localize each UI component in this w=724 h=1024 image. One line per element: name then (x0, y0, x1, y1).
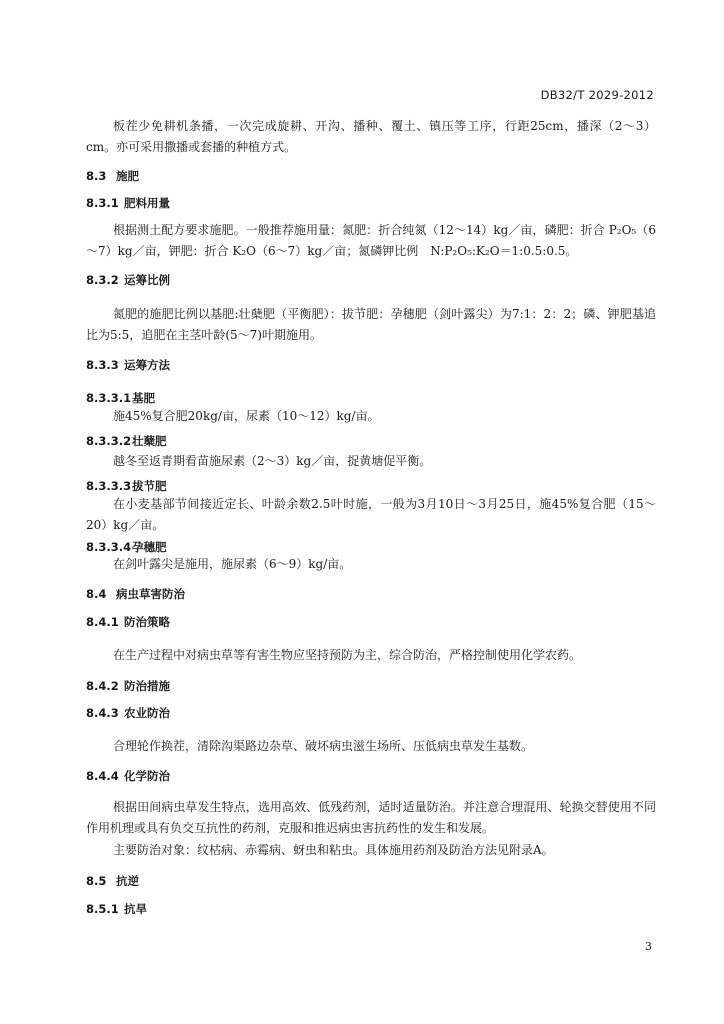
heading-number: 8.3.3 (86, 358, 119, 372)
heading-8-3-3-2 (86, 431, 656, 452)
heading-number: 8.3 (86, 169, 107, 183)
paragraph-jointing-fertilizer: 在小麦基部节间接近定长、叶龄余数2.5叶时施，一般为3月10日～3月25日，施45%复合肥（15～20）kg／亩。 (86, 497, 656, 532)
heading-8-5-1 (86, 899, 656, 920)
paragraph-base-fertilizer: 施45%复合肥20kg/亩，尿素（10～12）kg/亩。 (113, 409, 380, 423)
heading-number: 8.3.3.2 (86, 434, 132, 448)
standard-code: DB32/T 2029-2012 (540, 88, 654, 102)
heading-title: 防治策略 (124, 615, 170, 629)
heading-8-4-3 (86, 703, 656, 724)
heading-title: 农业防治 (124, 706, 170, 720)
paragraph-booting-fertilizer: 在剑叶露尖是施用，施尿素（6～9）kg/亩。 (113, 557, 352, 571)
heading-number: 8.3.3.4 (86, 540, 132, 554)
heading-8-5 (86, 871, 656, 892)
heading-number: 8.3.3.3 (86, 479, 132, 493)
heading-8-3 (86, 166, 656, 187)
heading-title: 孕穗肥 (132, 540, 167, 554)
heading-8-3-3 (86, 355, 656, 376)
heading-title: 运筹比例 (124, 273, 170, 287)
heading-number: 8.3.2 (86, 273, 119, 287)
paragraph-application-ratio: 氮肥的施肥比例以基肥:壮蘖肥（平衡肥）：拔节肥：孕穗肥（剑叶露尖）为7:1：2：2；磷、钾肥基追比为5:5，追肥在主茎叶龄(5～7)叶期施用。 (86, 307, 656, 342)
heading-title: 基肥 (132, 391, 155, 405)
heading-number: 8.4 (86, 587, 107, 601)
paragraph-agricultural-control: 合理轮作换茬，清除沟渠路边杂草、破坏病虫滋生场所、压低病虫草发生基数。 (113, 739, 534, 753)
heading-title: 壮蘖肥 (132, 434, 167, 448)
heading-number: 8.4.3 (86, 706, 119, 720)
heading-number: 8.5 (86, 874, 107, 888)
heading-title: 化学防治 (124, 769, 170, 783)
heading-number: 8.4.1 (86, 615, 119, 629)
heading-title: 抗逆 (116, 874, 139, 888)
heading-number: 8.4.2 (86, 679, 119, 693)
heading-title: 防治措施 (124, 679, 170, 693)
heading-8-4 (86, 584, 656, 605)
heading-8-4-4 (86, 766, 656, 787)
heading-8-3-2 (86, 270, 656, 291)
heading-8-4-2 (86, 676, 656, 697)
page-number: 3 (645, 940, 652, 953)
heading-title: 肥料用量 (124, 196, 170, 210)
heading-title: 抗旱 (124, 902, 147, 916)
paragraph-sowing-method: 板茬少免耕机条播，一次完成旋耕、开沟、播种、覆土、镇压等工序，行距25cm，播深（2～3）cm。亦可采用撒播或套播的种植方式。 (86, 119, 656, 154)
paragraph-tiller-fertilizer: 越冬至返青期看苗施尿素（2～3）kg／亩，捉黄塘促平衡。 (113, 454, 432, 468)
heading-number: 8.3.3.1 (86, 391, 132, 405)
heading-number: 8.3.1 (86, 196, 119, 210)
paragraph-chemical-control: 根据田间病虫草发生特点，选用高效、低残药剂，适时适量防治。并注意合理混用、轮换交替使用不同作用机理或具有负交互抗性的药剂，克服和推迟病虫害抗药性的发生和发展。 (86, 800, 656, 835)
paragraph-main-targets: 主要防治对象：纹枯病、赤霉病、蚜虫和粘虫。具体施用药剂及防治方法见附录A。 (113, 843, 554, 857)
paragraph-control-strategy: 在生产过程中对病虫草等有害生物应坚持预防为主，综合防治，严格控制使用化学农药。 (113, 648, 582, 662)
heading-number: 8.4.4 (86, 769, 119, 783)
paragraph-fertilizer-amount: 根据测土配方要求施肥。一般推荐施用量：氮肥：折合纯氮（12～14）kg／亩，磷肥：折合 P₂O₅（6～7）kg／亩，钾肥：折合 K₂O（6～7）kg／亩；氮磷钾比例 N:P₂O₅:K₂O＝1:0.5:0.5。 (86, 223, 656, 258)
heading-title: 拔节肥 (132, 479, 167, 493)
heading-title: 施肥 (116, 169, 139, 183)
heading-title: 运筹方法 (124, 358, 170, 372)
heading-8-4-1 (86, 612, 656, 633)
heading-8-3-1 (86, 193, 656, 214)
heading-number: 8.5.1 (86, 902, 119, 916)
heading-title: 病虫草害防治 (116, 587, 185, 601)
